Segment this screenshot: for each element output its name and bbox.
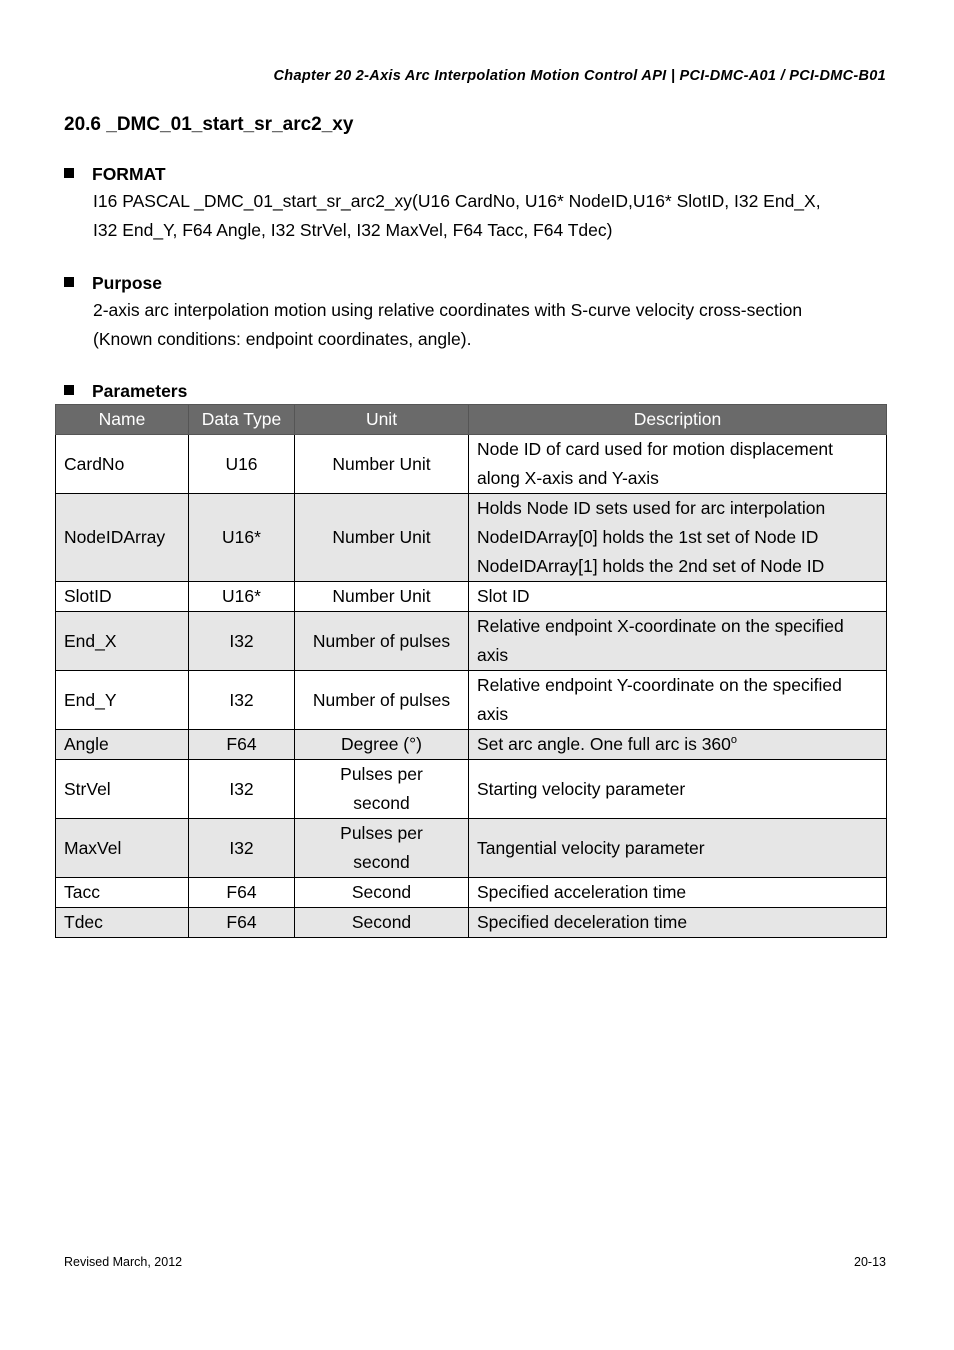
degree-superscript: o	[730, 734, 738, 747]
table-body	[56, 435, 887, 938]
parameters-table	[55, 404, 887, 938]
section-title: 20.6 _DMC_01_start_sr_arc2_xy	[64, 114, 354, 135]
column-header: Name	[56, 405, 189, 435]
table-row	[56, 819, 887, 878]
param-name-cell: Tacc	[56, 878, 189, 908]
bullet-square-icon	[64, 385, 74, 395]
footer-page-number: 20-13	[854, 1255, 886, 1269]
param-name-cell: SlotID	[56, 582, 189, 612]
table-row	[56, 494, 887, 582]
table-header-row	[56, 405, 887, 435]
param-type-cell: U16	[189, 435, 295, 494]
page-header: Chapter 20 2-Axis Arc Interpolation Motion Control API | PCI-DMC-A01 / PCI-DMC-B01	[273, 68, 886, 84]
table-row	[56, 908, 887, 938]
column-header: Description	[469, 405, 887, 435]
param-type-cell: U16*	[189, 582, 295, 612]
format-section	[64, 161, 904, 245]
param-description-cell: Slot ID	[469, 582, 887, 612]
table-row	[56, 435, 887, 494]
table-row	[56, 582, 887, 612]
bullet-square-icon	[64, 277, 74, 287]
param-unit-cell: Pulses per second	[295, 760, 469, 819]
format-heading: FORMAT	[64, 161, 904, 187]
param-name-cell: CardNo	[56, 435, 189, 494]
param-description-cell: Tangential velocity parameter	[469, 819, 887, 878]
param-unit-cell: Second	[295, 908, 469, 938]
table-row	[56, 612, 887, 671]
param-description-cell: Specified acceleration time	[469, 878, 887, 908]
purpose-heading: Purpose	[64, 270, 904, 296]
column-header: Data Type	[189, 405, 295, 435]
param-unit-cell: Number of pulses	[295, 612, 469, 671]
param-name-cell: Angle	[56, 730, 189, 760]
param-unit-cell: Number of pulses	[295, 671, 469, 730]
footer-revision: Revised March, 2012	[64, 1255, 183, 1269]
param-type-cell: F64	[189, 908, 295, 938]
column-header: Unit	[295, 405, 469, 435]
param-description-cell: Starting velocity parameter	[469, 760, 887, 819]
param-description-cell: Relative endpoint Y-coordinate on the specified axis	[469, 671, 887, 730]
param-description-cell: Specified deceleration time	[469, 908, 887, 938]
purpose-text: 2-axis arc interpolation motion using relative coordinates with S-curve velocity cross-section (Known conditions: endpoint coordinates, angle).	[93, 300, 803, 349]
param-unit-cell: Degree (°)	[295, 730, 469, 760]
param-type-cell: U16*	[189, 494, 295, 582]
param-unit-cell: Number Unit	[295, 582, 469, 612]
param-description-cell: Holds Node ID sets used for arc interpolation NodeIDArray[0] holds the 1st set of Node ID NodeIDArray[1] holds the 2nd set of Node ID	[469, 494, 887, 582]
param-name-cell: NodeIDArray	[56, 494, 189, 582]
table-row	[56, 878, 887, 908]
param-type-cell: I32	[189, 612, 295, 671]
param-type-cell: I32	[189, 819, 295, 878]
param-description-cell: Relative endpoint X-coordinate on the specified axis	[469, 612, 887, 671]
param-name-cell: Tdec	[56, 908, 189, 938]
parameters-section	[64, 378, 904, 404]
param-type-cell: I32	[189, 760, 295, 819]
table-row	[56, 730, 887, 760]
table-row	[56, 671, 887, 730]
param-type-cell: F64	[189, 878, 295, 908]
param-type-cell: I32	[189, 671, 295, 730]
param-description-cell: Node ID of card used for motion displacement along X-axis and Y-axis	[469, 435, 887, 494]
param-unit-cell: Number Unit	[295, 494, 469, 582]
table-row	[56, 760, 887, 819]
param-name-cell: StrVel	[56, 760, 189, 819]
param-description-cell: Set arc angle. One full arc is 360$^o$	[469, 730, 887, 760]
param-unit-cell: Number Unit	[295, 435, 469, 494]
parameters-heading: Parameters	[64, 378, 904, 404]
purpose-section	[64, 270, 904, 354]
param-name-cell: End_Y	[56, 671, 189, 730]
bullet-square-icon	[64, 168, 74, 178]
param-name-cell: End_X	[56, 612, 189, 671]
param-unit-cell: Second	[295, 878, 469, 908]
param-unit-cell: Pulses per second	[295, 819, 469, 878]
param-type-cell: F64	[189, 730, 295, 760]
param-name-cell: MaxVel	[56, 819, 189, 878]
format-signature: I16 PASCAL _DMC_01_start_sr_arc2_xy(U16 CardNo, U16* NodeID,U16* SlotID, I32 End_X, I32 End_Y, F64 Angle, I32 StrVel, I32 MaxVel, F64 Tacc, F64 Tdec)	[93, 191, 821, 240]
